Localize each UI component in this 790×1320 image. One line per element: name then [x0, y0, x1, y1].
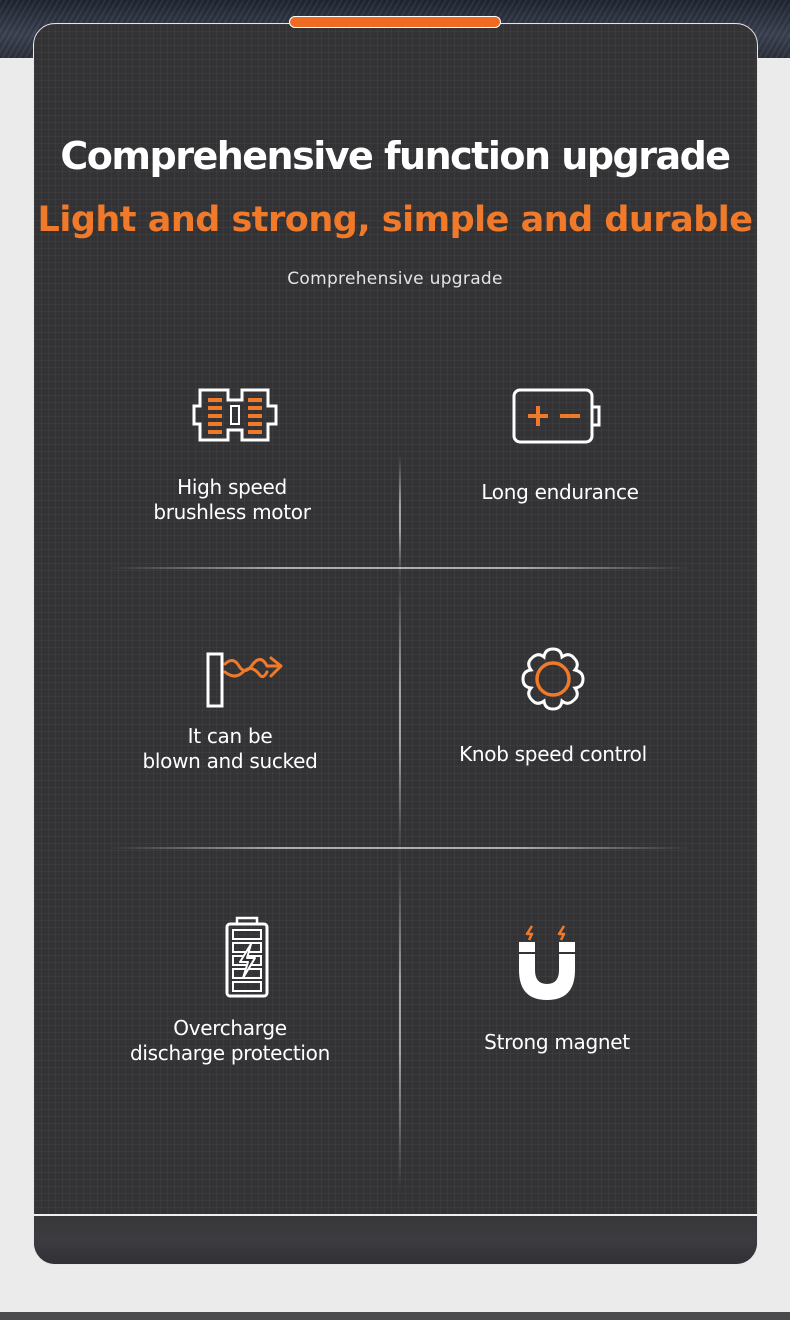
feature-label-strong-magnet: [427, 1030, 687, 1055]
feature-label-overcharge: [95, 1016, 365, 1066]
feature-label-long-endurance: [440, 480, 680, 505]
feature-line: It can be: [187, 724, 273, 748]
feature-line: High speed: [177, 475, 287, 499]
grid-divider-horizontal-2: [110, 847, 690, 849]
orange-tab-marker: [289, 16, 501, 28]
feature-line: Knob speed control: [459, 742, 647, 766]
page-subtitle: Light and strong, simple and durable: [37, 200, 753, 240]
feature-line: blown and sucked: [142, 749, 318, 773]
grid-divider-vertical-2: [399, 570, 401, 860]
blow-suck-airflow-icon: [205, 650, 285, 710]
grid-divider-horizontal-1: [110, 567, 690, 569]
feature-label-knob-speed: [423, 742, 683, 767]
brushless-motor-icon: [192, 386, 278, 444]
battery-plus-minus-icon: [511, 387, 603, 445]
panel-footer: [34, 1214, 758, 1265]
feature-line: brushless motor: [153, 500, 311, 524]
knob-flower-icon: [520, 646, 586, 712]
bottom-strip: [0, 1312, 790, 1320]
magnet-icon: [516, 924, 578, 1002]
feature-line: discharge protection: [130, 1041, 330, 1065]
feature-line: Strong magnet: [484, 1030, 630, 1054]
feature-label-brushless-motor: [112, 475, 352, 525]
feature-label-blow-suck: [110, 724, 350, 774]
grid-divider-vertical-1: [399, 455, 401, 580]
battery-bolt-icon: [224, 916, 270, 1000]
page-title: Comprehensive function upgrade: [60, 134, 730, 178]
feature-line: Overcharge: [173, 1016, 287, 1040]
section-caption: Comprehensive upgrade: [287, 269, 503, 289]
grid-divider-vertical-3: [399, 850, 401, 1190]
feature-line: Long endurance: [481, 480, 639, 504]
